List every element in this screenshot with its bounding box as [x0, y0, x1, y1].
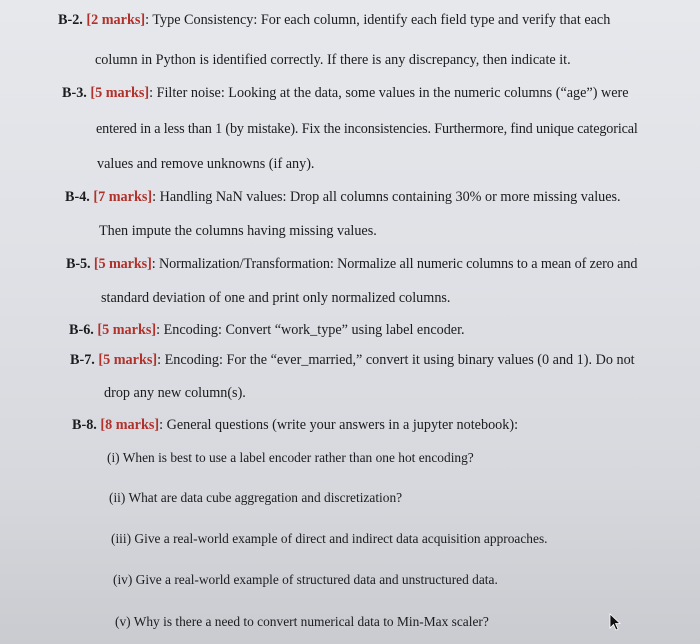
question-text: : Encoding: For the “ever_married,” convert it using binary values (0 and 1). Do not — [157, 352, 635, 368]
question-b8-heading: B-8. [8 marks]: General questions (write your answers in a jupyter notebook): — [72, 417, 519, 433]
question-text: : General questions (write your answers in a jupyter notebook): — [159, 417, 519, 433]
marks-label: [5 marks] — [93, 256, 152, 272]
marks-label: [5 marks] — [97, 322, 157, 338]
question-b3-continuation-2: values and remove unknowns (if any). — [97, 156, 315, 172]
question-b2-continuation: column in Python is identified correctly. If there is any discrepancy, then indicate it. — [95, 52, 571, 68]
question-b5-continuation: standard deviation of one and print only normalized columns. — [101, 290, 451, 306]
marks-label: [5 marks] — [90, 85, 150, 101]
question-text: : Normalization/Transformation: Normalize all numeric columns to a mean of zero and — [151, 256, 638, 272]
subquestion-v: (v) Why is there a need to convert numerical data to Min-Max scaler? — [115, 614, 489, 629]
question-b7-heading: B-7. [5 marks]: Encoding: For the “ever_married,” convert it using binary values (0 and 1). Do not — [70, 352, 635, 368]
marks-label: [2 marks] — [86, 12, 146, 28]
marks-label: [7 marks] — [93, 189, 153, 205]
question-text: : Filter noise: Looking at the data, some values in the numeric columns (“age”) were — [149, 85, 629, 101]
subquestion-iii: (iii) Give a real-world example of direct and indirect data acquisition approaches. — [111, 531, 548, 546]
question-text: : Encoding: Convert “work_type” using label encoder. — [156, 322, 465, 338]
subquestion-i: (i) When is best to use a label encoder rather than one hot encoding? — [107, 450, 474, 465]
question-b7-continuation: drop any new column(s). — [104, 385, 246, 401]
question-b4-continuation: Then impute the columns having missing values. — [99, 223, 377, 239]
mouse-pointer-icon — [608, 613, 622, 631]
question-b3-continuation-1: entered in a less than 1 (by mistake). Fix the inconsistencies. Furthermore, find unique categorical — [96, 121, 638, 137]
question-b3-heading: B-3. [5 marks]: Filter noise: Looking at the data, some values in the numeric columns (“age”) were — [62, 85, 629, 101]
subquestion-iv: (iv) Give a real-world example of structured data and unstructured data. — [113, 572, 498, 587]
question-text: : Handling NaN values: Drop all columns containing 30% or more missing values. — [152, 189, 621, 205]
question-b4-heading: B-4. [7 marks]: Handling NaN values: Drop all columns containing 30% or more missing values. — [65, 189, 621, 205]
marks-label: [5 marks] — [98, 352, 158, 368]
subquestion-ii: (ii) What are data cube aggregation and discretization? — [109, 490, 403, 505]
question-b5-heading: B-5. [5 marks]: Normalization/Transformation: Normalize all numeric columns to a mean of zero and — [66, 256, 638, 272]
question-text: : Type Consistency: For each column, identify each field type and verify that each — [145, 12, 611, 28]
question-b6-heading: B-6. [5 marks]: Encoding: Convert “work_type” using label encoder. — [69, 322, 465, 338]
marks-label: [8 marks] — [100, 417, 160, 433]
question-b2-heading: B-2. [2 marks]: Type Consistency: For each column, identify each field type and verify that each — [58, 12, 611, 28]
